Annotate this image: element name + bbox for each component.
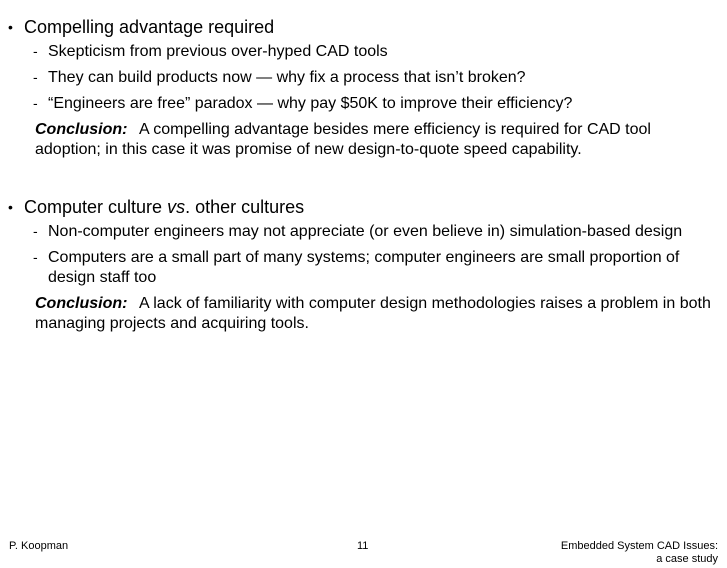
conclusion-label: Conclusion: <box>35 295 128 312</box>
bullet-title <box>24 196 304 218</box>
dash-icon: - <box>33 249 38 265</box>
sub-bullet-item <box>0 94 727 114</box>
sub-bullet-item <box>0 248 727 288</box>
sub-bullet-text: They can build products now — why fix a process that isn’t broken? <box>48 69 526 86</box>
dash-icon: - <box>33 95 38 111</box>
conclusion-paragraph <box>35 120 727 160</box>
sub-bullet-text: Computers are a small part of many systems; computer engineers are small proportion of design staff too <box>48 249 680 286</box>
sub-bullet-item <box>0 222 727 242</box>
dash-icon: - <box>33 223 38 239</box>
sub-bullet-item <box>0 42 727 62</box>
conclusion-text: A lack of familiarity with computer design methodologies raises a problem in both managing projects and acquiring tools. <box>35 295 711 332</box>
bullet-row <box>0 196 727 218</box>
dash-icon: - <box>33 43 38 59</box>
sub-bullet-list <box>0 42 727 114</box>
sub-bullet-text: Non-computer engineers may not appreciate (or even believe in) simulation-based design <box>48 223 683 240</box>
bullet-title-post: . other cultures <box>185 197 305 217</box>
footer-author: P. Koopman <box>9 540 69 552</box>
footer-title-line2: a case study <box>656 553 718 565</box>
footer-title <box>561 540 718 566</box>
bullet-compelling-advantage <box>0 16 727 160</box>
bullet-computer-culture <box>0 196 727 334</box>
sub-bullet-list <box>0 222 727 288</box>
conclusion-label: Conclusion: <box>35 121 128 138</box>
sub-bullet-text: Skepticism from previous over-hyped CAD tools <box>48 43 388 60</box>
bullet-row <box>0 16 727 38</box>
conclusion-paragraph <box>35 294 727 334</box>
sub-bullet-item <box>0 68 727 88</box>
bullet-dot-icon: • <box>8 19 13 35</box>
conclusion-text: A compelling advantage besides mere efficiency is required for CAD tool adoption; in this case it was promise of new design-to-quote speed capability. <box>35 121 651 158</box>
bullet-title-emphasis: vs <box>167 197 186 217</box>
footer-page-number: 11 <box>357 540 369 552</box>
dash-icon: - <box>33 69 38 85</box>
bullet-title: Compelling advantage required <box>24 17 275 37</box>
footer-title-line1: Embedded System CAD Issues: <box>560 540 718 552</box>
bullet-title-pre: Computer culture <box>24 197 168 217</box>
bullet-dot-icon: • <box>8 199 13 215</box>
sub-bullet-text: “Engineers are free” paradox — why pay $50K to improve their efficiency? <box>48 95 573 112</box>
